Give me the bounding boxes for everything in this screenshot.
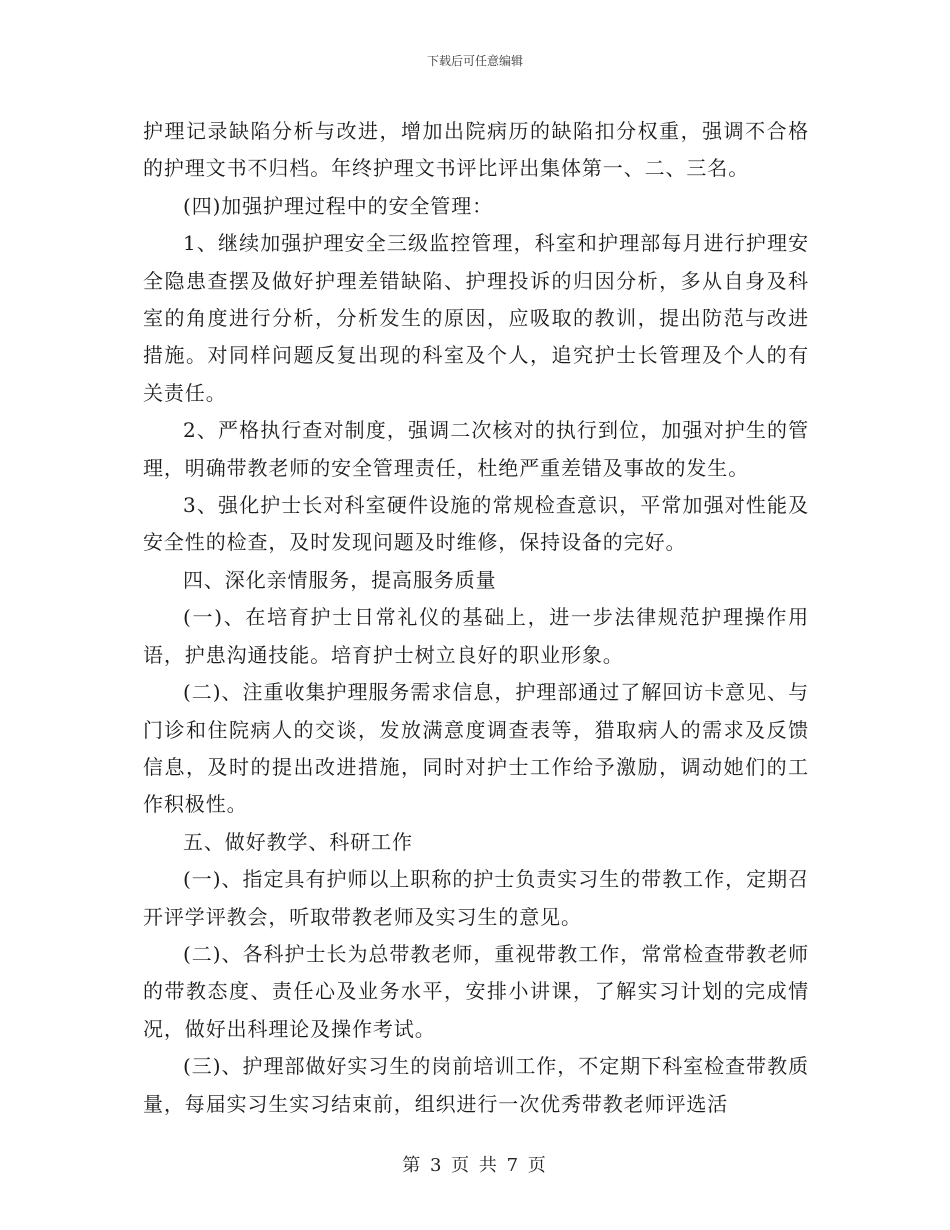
paragraph-3: 1、继续加强护理安全三级监控管理，科室和护理部每月进行护理安全隐患查摆及做好护理差错缺陷、护理投诉的归因分析，多从自身及科室的角度进行分析，分析发生的原因，应吸取的教训，提出防范与改进措施。对同样问题反复出现的科室及个人，追究护士长管理及个人的有关责任。	[143, 231, 809, 405]
paragraph-8: (二)、注重收集护理服务需求信息，护理部通过了解回访卡意见、与门诊和住院病人的交谈，发放满意度调查表等，猎取病人的需求及反馈信息，及时的提出改进措施，同时对护士工作给予激励，调动她们的工作积极性。	[143, 680, 809, 817]
document-body	[143, 113, 809, 1123]
page-header: 下载后可任意编辑	[426, 54, 523, 68]
paragraph-7: (一)、在培育护士日常礼仪的基础上，进一步法律规范护理操作用语，护患沟通技能。培育护士树立良好的职业形象。	[143, 605, 809, 667]
paragraph-12: (三)、护理部做好实习生的岗前培训工作，不定期下科室检查带教质量，每届实习生实习结束前，组织进行一次优秀带教老师评选活	[143, 1054, 809, 1116]
paragraph-5: 3、强化护士长对科室硬件设施的常规检查意识，平常加强对性能及安全性的检查，及时发现问题及时维修，保持设备的完好。	[143, 493, 809, 555]
paragraph-10: (一)、指定具有护师以上职称的护士负责实习生的带教工作，定期召开评学评教会，听取带教老师及实习生的意见。	[143, 867, 809, 929]
paragraph-6: 四、深化亲情服务，提高服务质量	[183, 567, 497, 592]
page-footer: 第 3 页 共 7 页	[402, 1155, 548, 1176]
paragraph-11: (二)、各科护士长为总带教老师，重视带教工作，常常检查带教老师的带教态度、责任心及业务水平，安排小讲课，了解实习计划的完成情况，做好出科理论及操作考试。	[143, 941, 809, 1041]
paragraph-1: 护理记录缺陷分析与改进，增加出院病历的缺陷扣分权重，强调不合格的护理文书不归档。年终护理文书评比评出集体第一、二、三名。	[143, 119, 809, 181]
paragraph-2: (四)加强护理过程中的安全管理：	[183, 193, 494, 218]
paragraph-4: 2、严格执行查对制度，强调二次核对的执行到位，加强对护生的管理，明确带教老师的安全管理责任，杜绝严重差错及事故的发生。	[143, 418, 809, 480]
paragraph-9: 五、做好教学、科研工作	[183, 829, 413, 854]
